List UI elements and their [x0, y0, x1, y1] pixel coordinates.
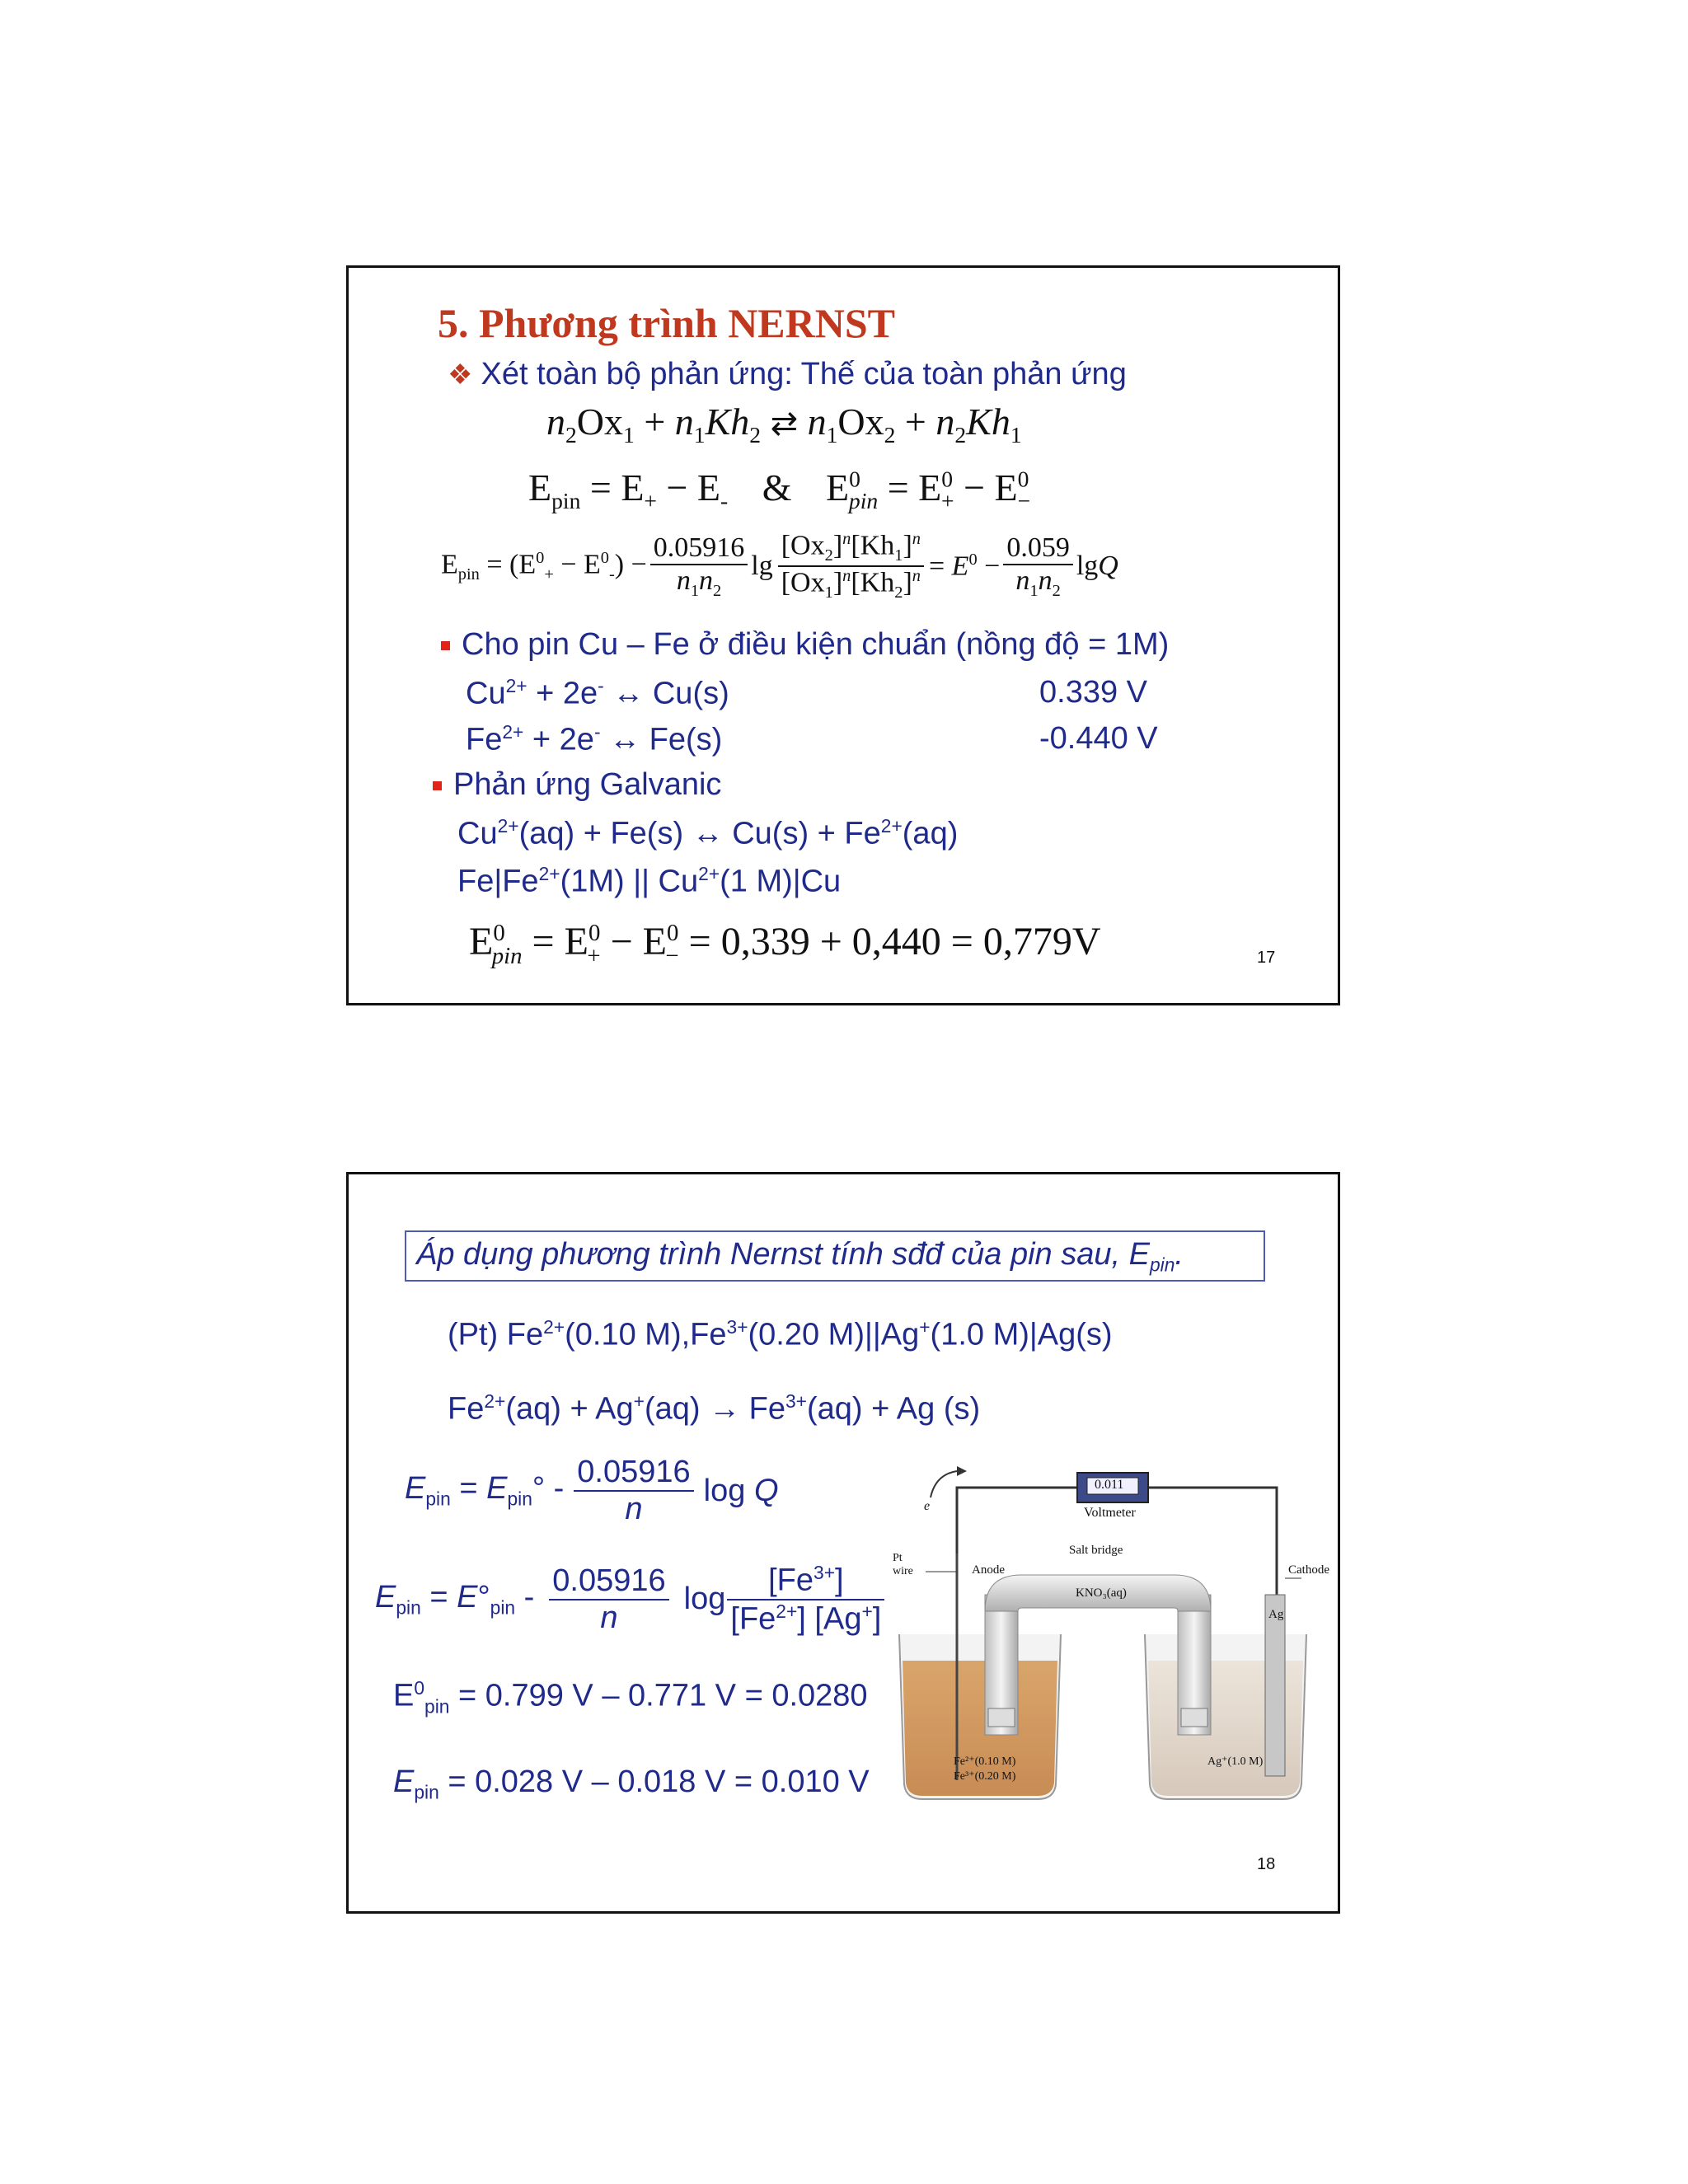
electron-label: e — [924, 1499, 931, 1513]
left-solution-label-1: Fe²⁺(0.10 M) — [954, 1755, 1016, 1768]
bullet-cu-fe-cell: Cho pin Cu – Fe ở điều kiện chuẩn (nồng độ = 1M) — [441, 627, 1169, 663]
cell-potential-definition: $E_{pin} = E_+ - E_-$ & $E^0_{pin} = E^0_+ - E^0_-$ — [528, 466, 1030, 514]
fe-half-reaction: $Fe^{2+} + 2e^-$ ↔ Fe(s) — [466, 721, 723, 757]
bullet-galvanic: Phản ứng Galvanic — [433, 767, 721, 803]
galvanic-cell-figure — [889, 1455, 1334, 1809]
left-solution-label-2: Fe³⁺(0.20 M) — [954, 1770, 1016, 1783]
standard-potential-calc: $E^0_{pin} = 0.799$ V – 0.771 V = 0.0280 — [393, 1677, 868, 1718]
cell-notation: (Pt) $Fe^{2+}(0.10$ $M),Fe^{3+}(0.20$ M)||Ag+(1.0 M)|Ag(s) — [448, 1316, 1113, 1352]
page-number: 17 — [1257, 949, 1276, 967]
ag-electrode-label: Ag — [1268, 1608, 1284, 1621]
cell-notation: $Fe|Fe^{2+}(1M)$ || $Cu^{2+}(1$ M)|Cu — [457, 863, 842, 899]
diamond-bullet-icon: ❖ — [448, 359, 473, 391]
standard-cell-potential: $E^0_{pin} = E^0_+ - E^0_- = 0,339 + 0,440 = 0,779V$ — [469, 920, 1101, 969]
task-text: Áp dụng phương trình Nernst tính sđđ của pin sau, $E_{pin}$. — [416, 1237, 1184, 1276]
bullet-overall-reaction: ❖ Xét toàn bộ phản ứng: Thế của toàn phản ứng — [448, 357, 1127, 391]
nernst-equation-expanded: $E_{pin} = E^\circ_{pin}$ - $\frac{0.05916}{n}$ log $\frac{[Fe^{3+}]}{[Fe^{2+}] [Ag^+]}$ — [375, 1562, 884, 1637]
galvanic-reaction: $Cu^{2+}(aq) + Fe(s)$ ↔ $Cu(s) + Fe^{2+}(aq)$ — [457, 815, 959, 851]
nernst-full-equation: $E_{pin} = (E^0_+ - E^0_-)$ − $\frac{0.05916}{n_1n_2}$ lg $\frac{[Ox_2]^n[Kh_1]^n}{[Ox_1]^n[Kh_2]^n}$ = $E^0$ − $\frac{0.059}{n_1n_2}$ lgQ — [441, 530, 1118, 602]
slide-18 — [346, 1172, 1340, 1914]
voltmeter-reading: 0.011 — [1095, 1478, 1124, 1492]
salt-bridge-label: Salt bridge — [1069, 1544, 1123, 1557]
cathode-label: Cathode — [1288, 1563, 1329, 1577]
kno3-label: KNO₃(aq) — [1076, 1586, 1127, 1600]
square-bullet-icon — [433, 781, 442, 790]
nernst-equation: $E_{pin} = E_{pin}^\circ$ - $\frac{0.05916}{n}$ log Q — [405, 1455, 779, 1526]
square-bullet-icon — [441, 641, 450, 650]
task-box — [405, 1230, 1265, 1282]
fe-potential: -0.440 V — [1039, 721, 1158, 756]
voltmeter-label: Voltmeter — [1084, 1506, 1136, 1520]
slide-17 — [346, 265, 1340, 1005]
right-solution-label: Ag⁺(1.0 M) — [1207, 1755, 1264, 1768]
cu-half-reaction: $Cu^{2+} + 2e^-$ ↔ Cu(s) — [466, 675, 729, 711]
cell-reaction: $Fe^{2+}(aq) + Ag^+(aq) \to Fe^{3+}(aq) + Ag$ (s) — [448, 1390, 981, 1427]
pt-wire-label: Pt wire — [893, 1552, 913, 1577]
anode-label: Anode — [972, 1563, 1005, 1577]
cu-potential: 0.339 V — [1039, 675, 1147, 710]
page-number: 18 — [1257, 1855, 1276, 1873]
slide-title: 5. Phương trình NERNST — [438, 300, 896, 346]
cell-potential-calc: $E_{pin} = 0.028$ V – 0.018 V = 0.010 V — [393, 1765, 870, 1803]
general-reaction-equation: $n_2Ox_1 + n_1Kh_2$ ⇄ $n_1Ox_2 + n_2Kh_1$ — [546, 401, 1022, 448]
